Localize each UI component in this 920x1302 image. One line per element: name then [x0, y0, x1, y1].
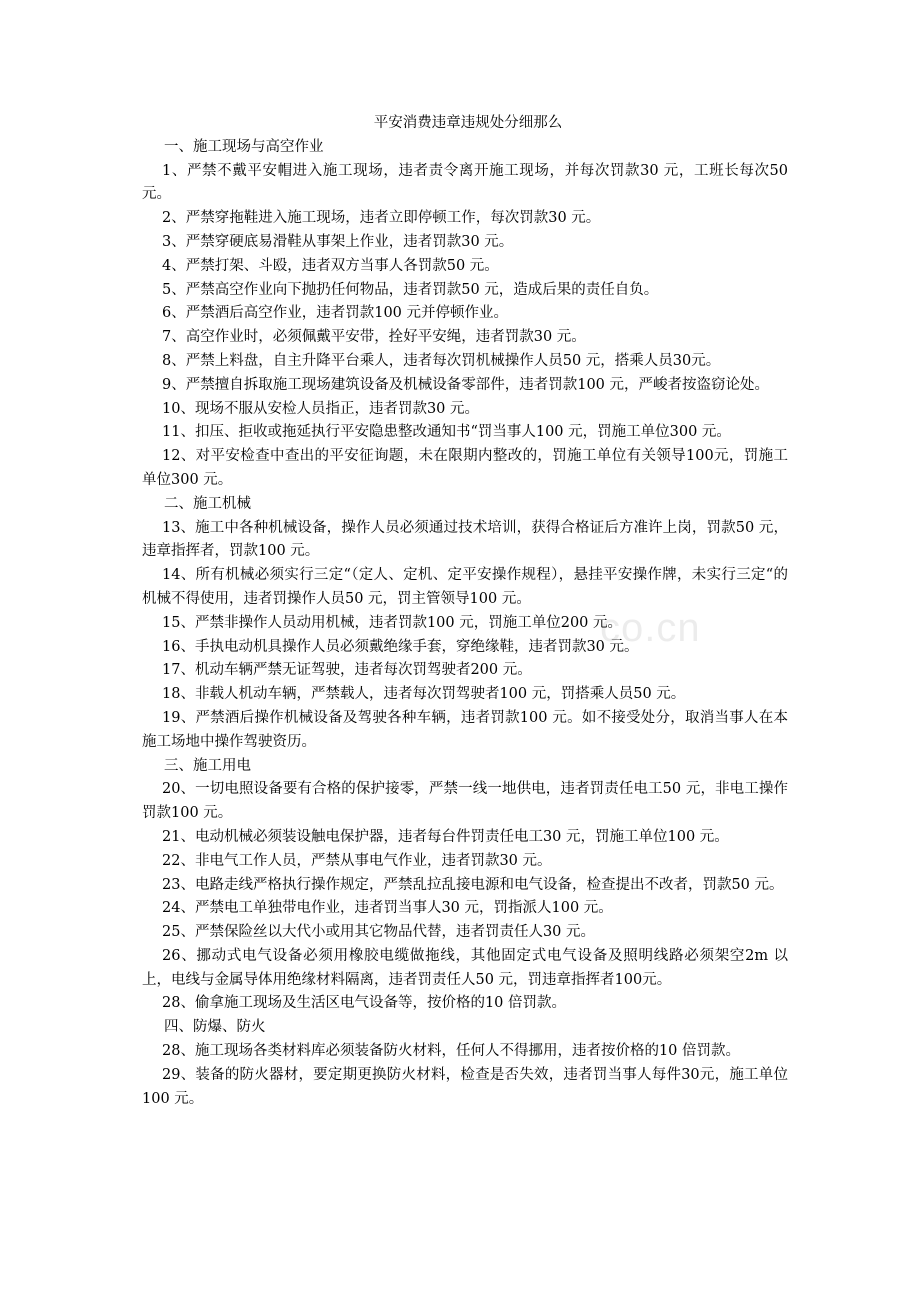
rule-item: 7、高空作业时，必须佩戴平安带，拴好平安绳，违者罚款30 元。: [162, 329, 586, 346]
rule-item: 5、严禁高空作业向下抛扔任何物品，违者罚款50 元，造成后果的责任自负。: [162, 281, 659, 298]
rule-item: 28、施工现场各类材料库必须装备防火材料，任何人不得挪用，违者按价格的10 倍罚款。: [162, 1043, 741, 1060]
rule-item: 26、挪动式电气设备必须用橡胶电缆做拖线，其他固定式电气设备及照明线路必须架空2m 以上，电线与金属导体用绝缘材料隔离，违者罚责任人50 元，罚违章指挥者100元。: [142, 947, 788, 988]
rule-item: 22、非电气工作人员，严禁从事电气作业，违者罚款30 元。: [162, 852, 552, 869]
rule-item: 6、严禁酒后高空作业，违者罚款100 元并停顿作业。: [162, 305, 509, 322]
rule-item: 2、严禁穿拖鞋进入施工现场，违者立即停顿工作，每次罚款30 元。: [162, 210, 601, 227]
rule-item: 29、装备的防火器材，要定期更换防火材料，检查是否失效，违者罚当事人每件30元，施工单位100 元。: [142, 1066, 788, 1107]
section-heading: 一、施工现场与高空作业: [164, 138, 324, 155]
rule-item: 15、严禁非操作人员动用机械，违者罚款100 元，罚施工单位200 元。: [162, 614, 623, 631]
rule-item: 18、非载人机动车辆，严禁载人，违者每次罚驾驶者100 元，罚搭乘人员50 元。: [162, 686, 686, 703]
rule-item: 28、偷拿施工现场及生活区电气设备等，按价格的10 倍罚款。: [162, 995, 567, 1012]
rule-item: 13、施工中各种机械设备，操作人员必须通过技术培训，获得合格证后方准许上岗，罚款50 元，违章指挥者，罚款100 元。: [142, 519, 788, 560]
rule-item: 10、现场不服从安检人员指正，违者罚款30 元。: [162, 400, 480, 417]
rule-item: 20、一切电照设备要有合格的保护接零，严禁一线一地供电，违者罚责任电工50 元，非电工操作罚款100 元。: [142, 781, 788, 822]
rule-item: 21、电动机械必须装设触电保护器，违者每台件罚责任电工30 元，罚施工单位100 元。: [162, 828, 729, 845]
watermark: co.cn: [600, 606, 701, 650]
rule-item: 11、扣压、拒收或拖延执行平安隐患整改通知书“罚当事人100 元，罚施工单位300 元。: [162, 424, 731, 441]
section-heading: 四、防爆、防火: [164, 1019, 266, 1036]
rule-item: 17、机动车辆严禁无证驾驶，违者每次罚驾驶者200 元。: [162, 662, 532, 679]
section-heading: 三、施工用电: [164, 757, 251, 774]
rule-item: 23、电路走线严格执行操作规定，严禁乱拉乱接电源和电气设备，检查提出不改者，罚款50 元。: [162, 876, 784, 893]
document-title: 平安消费违章违规处分细那么: [373, 115, 563, 131]
rule-item: 3、严禁穿硬底易滑鞋从事架上作业，违者罚款30 元。: [162, 233, 514, 250]
rule-item: 25、严禁保险丝以大代小或用其它物品代替，违者罚责任人30 元。: [162, 924, 596, 941]
rule-item: 4、严禁打架、斗殴，违者双方当事人各罚款50 元。: [162, 257, 499, 274]
rule-item: 24、严禁电工单独带电作业，违者罚当事人30 元，罚指派人100 元。: [162, 900, 613, 917]
rule-item: 12、对平安检查中查出的平安征询题，未在限期内整改的，罚施工单位有关领导100元，罚施工单位300 元。: [142, 448, 788, 488]
rule-item: 16、手执电动机具操作人员必须戴绝缘手套，穿绝缘鞋，违者罚款30 元。: [162, 638, 639, 655]
section-heading: 二、施工机械: [164, 495, 251, 512]
rule-item: 1、严禁不戴平安帽进入施工现场，违者责令离开施工现场，并每次罚款30 元，工班长每次50 元。: [142, 162, 788, 203]
rule-item: 19、严禁酒后操作机械设备及驾驶各种车辆，违者罚款100 元。如不接受处分，取消当事人在本施工场地中操作驾驶资历。: [142, 709, 788, 750]
rule-item: 8、严禁上料盘，自主升降平台乘人，违者每次罚机械操作人员50 元，搭乘人员30元。: [162, 352, 721, 369]
rule-item: 14、所有机械必须实行三定“（定人、定机、定平安操作规程），悬挂平安操作牌，未实行三定“的机械不得使用，违者罚操作人员50 元，罚主管领导100 元。: [142, 567, 788, 607]
rule-item: 9、严禁擅自拆取施工现场建筑设备及机械设备零部件，违者罚款100 元，严峻者按盗窃论处。: [162, 376, 770, 393]
document-body: [142, 112, 788, 1111]
